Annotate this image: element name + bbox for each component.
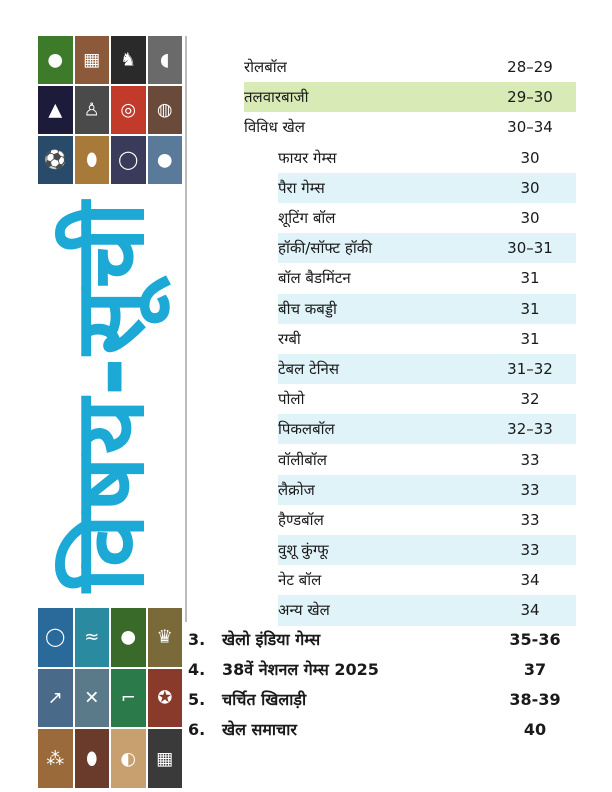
basketball-hoop-icon: ◍ xyxy=(148,86,183,134)
toc-label: वॉलीबॉल xyxy=(278,450,327,469)
toc-row[interactable] xyxy=(278,263,576,293)
toc-row[interactable] xyxy=(278,595,576,625)
toc-row[interactable] xyxy=(278,384,576,414)
toc-label: बीच कबड्डी xyxy=(278,299,337,318)
toc-pages: 33 xyxy=(520,480,540,499)
crowd-icon: ⁂ xyxy=(38,729,73,788)
chess-icon: ♞ xyxy=(111,36,146,84)
toc-row[interactable] xyxy=(244,82,576,112)
toc-label: तलवारबाजी xyxy=(244,88,309,107)
section-label: 38वें नेशनल गेम्स 2025 xyxy=(222,660,379,679)
toc-label: अन्य खेल xyxy=(278,601,330,620)
table-of-contents xyxy=(244,52,576,626)
page-title-wrapper xyxy=(36,196,176,596)
toc-pages: 30 xyxy=(520,178,540,197)
toc-pages: 32 xyxy=(520,390,540,409)
toc-label: रग्बी xyxy=(278,329,301,348)
toc-pages: 31–32 xyxy=(507,359,553,378)
toc-row[interactable] xyxy=(278,233,576,263)
section-pages: 40 xyxy=(523,719,547,739)
swimmer-icon: ≈ xyxy=(75,608,110,667)
section-label: खेलो इंडिया गेम्स xyxy=(222,630,321,649)
trophy-icon: ♛ xyxy=(148,608,183,667)
fencing-icon: ✕ xyxy=(75,669,110,728)
toc-label: हॉकी/सॉफ्ट हॉकी xyxy=(278,239,373,258)
toc-row[interactable] xyxy=(278,414,576,444)
toc-pages: 34 xyxy=(520,601,540,620)
toc-pages: 33 xyxy=(520,510,540,529)
toc-pages: 31 xyxy=(520,269,540,288)
toc-row[interactable] xyxy=(278,143,576,173)
toc-label: नेट बॉल xyxy=(278,571,322,590)
photo-collage-bottom xyxy=(38,608,182,788)
section-pages: 35-36 xyxy=(509,629,561,649)
section-label: खेल समाचार xyxy=(222,720,297,739)
boxing-glove-icon: ◖ xyxy=(148,36,183,84)
section-row[interactable] xyxy=(188,624,580,654)
toc-label: पोलो xyxy=(278,390,305,409)
toc-label: विविध खेल xyxy=(244,118,305,137)
cricket-ball-icon: ● xyxy=(38,36,73,84)
toc-label: शूटिंग बॉल xyxy=(278,209,336,228)
toc-label: पैरा गेम्स xyxy=(278,178,325,197)
runner-icon: ↗ xyxy=(38,669,73,728)
photo-collage-top xyxy=(38,36,182,184)
volleyball-icon: ◐ xyxy=(111,729,146,788)
section-num: 6. xyxy=(188,719,206,739)
page-title: विषय-सूची xyxy=(53,200,166,592)
toc-row[interactable] xyxy=(278,324,576,354)
section-pages: 37 xyxy=(523,659,547,679)
section-pages: 38-39 xyxy=(509,689,561,709)
section-row[interactable] xyxy=(188,714,580,744)
toc-pages: 34 xyxy=(520,571,540,590)
section-num: 5. xyxy=(188,689,206,709)
toc-row[interactable] xyxy=(244,112,576,142)
archery-target-icon: ◎ xyxy=(111,86,146,134)
toc-pages: 31 xyxy=(520,329,540,348)
toc-pages: 33 xyxy=(520,450,540,469)
toc-label: हैण्डबॉल xyxy=(278,510,324,529)
toc-row[interactable] xyxy=(278,535,576,565)
toc-label: रोलबॉल xyxy=(244,58,287,77)
athlete-icon: ♙ xyxy=(75,86,110,134)
toc-row[interactable] xyxy=(278,203,576,233)
rugby-ball-icon: ⬮ xyxy=(75,729,110,788)
toc-pages: 30 xyxy=(520,209,540,228)
toc-label: लैक्रोज xyxy=(278,480,315,499)
toc-row[interactable] xyxy=(278,294,576,324)
toc-pages: 29–30 xyxy=(507,88,553,107)
shuttlecock-icon: ▲ xyxy=(38,86,73,134)
golf-ball-icon: ● xyxy=(111,608,146,667)
section-num: 4. xyxy=(188,659,206,679)
stadium-icon: ▦ xyxy=(75,36,110,84)
toc-row[interactable] xyxy=(278,173,576,203)
toc-pages: 30–31 xyxy=(507,239,553,258)
toc-row[interactable] xyxy=(278,565,576,595)
toc-row[interactable] xyxy=(278,354,576,384)
toc-label: वुशू कुंग्फू xyxy=(278,541,329,560)
vertical-divider xyxy=(185,36,187,622)
ball-icon: ● xyxy=(148,136,183,184)
toc-pages: 30 xyxy=(520,148,540,167)
racket-icon: ◯ xyxy=(111,136,146,184)
toc-pages: 33 xyxy=(520,541,540,560)
tennis-racket-icon: ◯ xyxy=(38,608,73,667)
section-list xyxy=(188,624,580,744)
stadium-icon: ▦ xyxy=(148,729,183,788)
football-icon: ⚽ xyxy=(38,136,73,184)
toc-pages: 30–34 xyxy=(507,118,553,137)
toc-pages: 32–33 xyxy=(507,420,553,439)
toc-row[interactable] xyxy=(278,475,576,505)
toc-row[interactable] xyxy=(278,505,576,535)
toc-label: टेबल टेनिस xyxy=(278,359,339,378)
medal-icon: ✪ xyxy=(148,669,183,728)
toc-label: बॉल बैडमिंटन xyxy=(278,269,351,288)
toc-label: पिकलबॉल xyxy=(278,420,335,439)
hockey-stick-icon: ⌐ xyxy=(111,669,146,728)
section-label: चर्चित खिलाड़ी xyxy=(222,690,307,709)
rugby-icon: ⬮ xyxy=(75,136,110,184)
section-row[interactable] xyxy=(188,684,580,714)
toc-label: फायर गेम्स xyxy=(278,148,337,167)
toc-row[interactable] xyxy=(244,52,576,82)
toc-pages: 31 xyxy=(520,299,540,318)
section-row[interactable] xyxy=(188,654,580,684)
section-num: 3. xyxy=(188,629,206,649)
toc-pages: 28–29 xyxy=(507,58,553,77)
toc-row[interactable] xyxy=(278,444,576,474)
